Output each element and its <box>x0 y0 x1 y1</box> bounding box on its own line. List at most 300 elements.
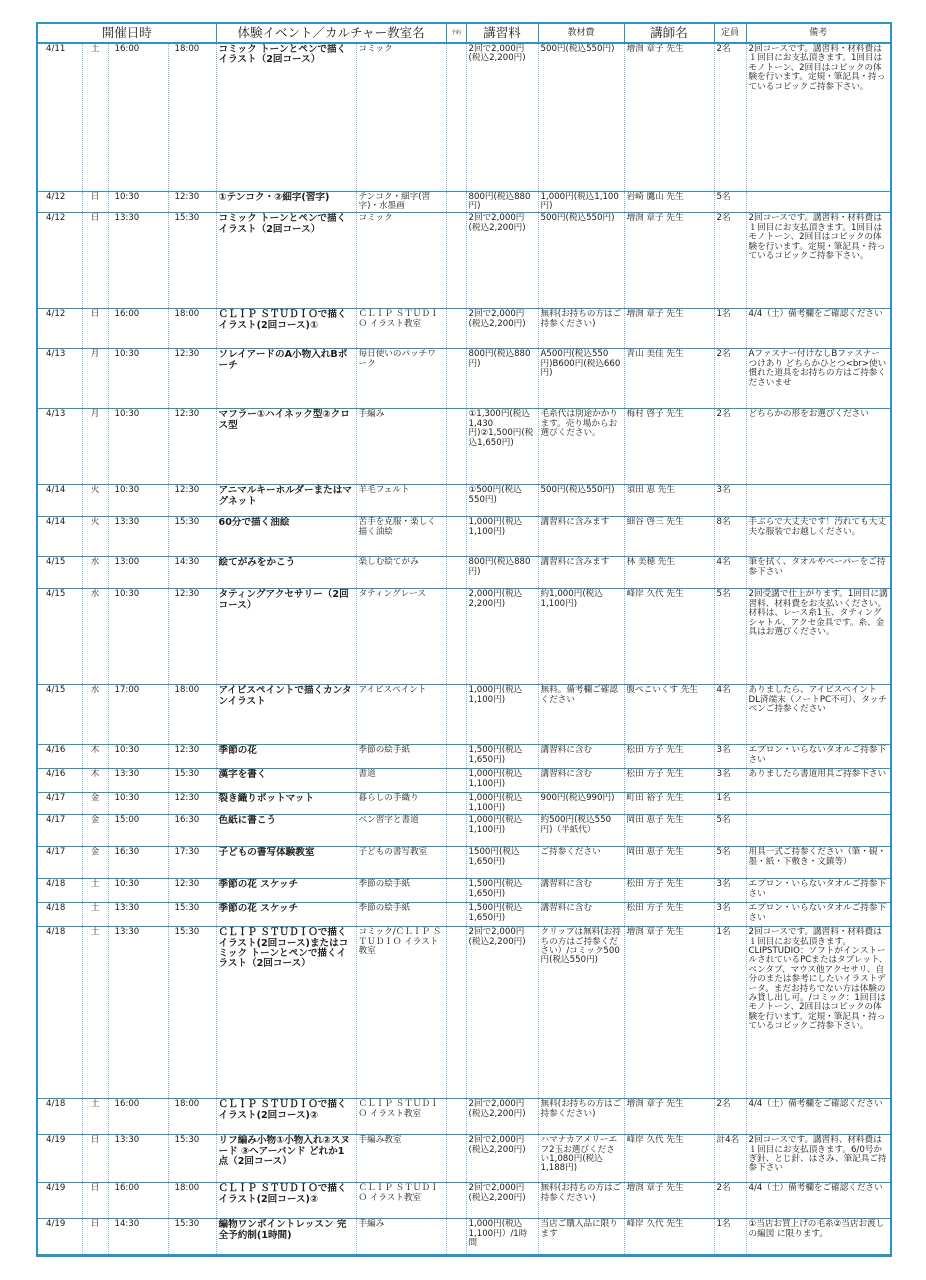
cell-dow: 日 <box>82 1135 108 1183</box>
cell-category: コミック <box>356 213 446 309</box>
cell-event: ①テンコク・②細字(習字) <box>216 191 356 213</box>
cell-fee: 1,500円(税込1,650円) <box>466 879 538 903</box>
cell-end: 12:30 <box>168 349 216 409</box>
cell-teacher: 青山 美佳 先生 <box>624 349 714 409</box>
cell-date: 4/18 <box>38 879 82 903</box>
cell-capacity: 8名 <box>714 517 746 557</box>
cell-date: 4/11 <box>38 43 82 191</box>
cell-notes <box>746 793 890 815</box>
cell-end: 17:30 <box>168 847 216 879</box>
cell-category: コミック <box>356 43 446 191</box>
cell-start: 13:30 <box>108 1135 168 1183</box>
table-row <box>38 1135 890 1183</box>
cell-fee: 2回で2,000円(税込2,200円) <box>466 43 538 191</box>
table-row <box>38 769 890 793</box>
cell-dow: 水 <box>82 557 108 589</box>
cell-empty <box>446 557 466 589</box>
cell-date: 4/19 <box>38 1219 82 1255</box>
cell-empty <box>446 903 466 927</box>
cell-teacher: 梅村 啓子 先生 <box>624 409 714 485</box>
cell-dow: 土 <box>82 927 108 1099</box>
cell-dow: 水 <box>82 589 108 685</box>
cell-notes: エプロン・いらないタオルご持参下さい <box>746 745 890 769</box>
cell-date: 4/12 <box>38 309 82 349</box>
cell-notes: ありましたら書道用具ご持参下さい <box>746 769 890 793</box>
cell-category: コミック/ＣＬＩＰ ＳＴＵＤＩＯ イラスト教室 <box>356 927 446 1099</box>
table-row <box>38 557 890 589</box>
cell-capacity: 3名 <box>714 745 746 769</box>
cell-event: 編物ワンポイントレッスン 完全予約制(1時間) <box>216 1219 356 1255</box>
cell-empty <box>446 485 466 517</box>
cell-capacity: 2名 <box>714 1099 746 1135</box>
table-row <box>38 1219 890 1255</box>
cell-empty <box>446 745 466 769</box>
cell-start: 14:30 <box>108 1219 168 1255</box>
cell-start: 13:30 <box>108 769 168 793</box>
cell-capacity: 2名 <box>714 213 746 309</box>
cell-category: アイビスペイント <box>356 685 446 745</box>
cell-end: 12:30 <box>168 745 216 769</box>
cell-end: 16:30 <box>168 815 216 847</box>
cell-event: 漢字を書く <box>216 769 356 793</box>
cell-fee: 2回で2,000円(税込2,200円) <box>466 1135 538 1183</box>
cell-start: 10:30 <box>108 485 168 517</box>
cell-end: 18:00 <box>168 1183 216 1219</box>
cell-start: 17:00 <box>108 685 168 745</box>
cell-dow: 土 <box>82 879 108 903</box>
cell-capacity: 4名 <box>714 685 746 745</box>
cell-empty <box>446 517 466 557</box>
cell-start: 16:30 <box>108 847 168 879</box>
cell-notes: 筆を拭く、タオルやペーパーをご持参下さい <box>746 557 890 589</box>
cell-teacher: 増渕 章子 先生 <box>624 213 714 309</box>
cell-capacity: 2名 <box>714 43 746 191</box>
cell-material: 講習料に含みます <box>538 517 624 557</box>
cell-notes: 2回コースです。講習料・材料費は１回目にお支払頂きます。1回目はモノトーン、2回目はコピックの体験を行います。定規・筆記具・持っているコピックご持参下さい。 <box>746 43 890 191</box>
table-row <box>38 847 890 879</box>
cell-empty <box>446 685 466 745</box>
cell-capacity: 4名 <box>714 557 746 589</box>
cell-teacher: 松田 方子 先生 <box>624 903 714 927</box>
table-row <box>38 517 890 557</box>
cell-category: ＣＬＩＰ ＳＴＵＤＩＯ イラスト教室 <box>356 1099 446 1135</box>
cell-empty <box>446 191 466 213</box>
cell-fee: 2,000円(税込2,200円) <box>466 589 538 685</box>
cell-dow: 月 <box>82 409 108 485</box>
cell-empty <box>446 927 466 1099</box>
cell-end: 18:00 <box>168 1099 216 1135</box>
cell-end: 15:30 <box>168 213 216 309</box>
cell-start: 13:30 <box>108 517 168 557</box>
cell-capacity: 2名 <box>714 349 746 409</box>
table-row <box>38 815 890 847</box>
cell-end: 15:30 <box>168 517 216 557</box>
cell-end: 12:30 <box>168 793 216 815</box>
table-row <box>38 903 890 927</box>
cell-event: ソレイアードのA小物入れBポーチ <box>216 349 356 409</box>
cell-start: 16:00 <box>108 1183 168 1219</box>
cell-end: 12:30 <box>168 191 216 213</box>
cell-capacity: 1名 <box>714 309 746 349</box>
cell-event: コミック トーンとペンで描くイラスト（2回コース） <box>216 43 356 191</box>
cell-category: テンコク・細字(習字)・水墨画 <box>356 191 446 213</box>
header-fee: 講習料 <box>466 24 538 43</box>
cell-notes <box>746 815 890 847</box>
schedule-sheet <box>36 22 892 1257</box>
cell-teacher: 須田 恵 先生 <box>624 485 714 517</box>
cell-teacher: 岡田 恵子 先生 <box>624 815 714 847</box>
cell-event: ＣＬＩＰ ＳＴＵＤＩＯで描くイラスト(2回コース)① <box>216 309 356 349</box>
table-row <box>38 349 890 409</box>
cell-material: 500円(税込550円) <box>538 485 624 517</box>
cell-event: 絵てがみをかこう <box>216 557 356 589</box>
cell-material: 1,000円(税込1,100円) <box>538 191 624 213</box>
cell-category: 書道 <box>356 769 446 793</box>
cell-event: 季節の花 <box>216 745 356 769</box>
cell-empty <box>446 1135 466 1183</box>
cell-event: タティングアクセサリー（2回コース） <box>216 589 356 685</box>
cell-material: 500円(税込550円) <box>538 43 624 191</box>
cell-material: 無料(お持ちの方はご持参ください) <box>538 309 624 349</box>
cell-material: 毛糸代は別途かかります。売り場からお選びください。 <box>538 409 624 485</box>
cell-capacity: 1名 <box>714 1219 746 1255</box>
cell-capacity: 2名 <box>714 1183 746 1219</box>
header-event: 体験イベント／カルチャー教室名 <box>216 24 446 43</box>
cell-material: 講習料に含む <box>538 745 624 769</box>
cell-teacher: 松田 方子 先生 <box>624 769 714 793</box>
cell-dow: 日 <box>82 1183 108 1219</box>
cell-teacher: 細谷 啓三 先生 <box>624 517 714 557</box>
cell-fee: ①1,300円(税込1,430円)②1,500円(税込1,650円) <box>466 409 538 485</box>
cell-date: 4/16 <box>38 769 82 793</box>
cell-notes <box>746 485 890 517</box>
cell-event: ＣＬＩＰ ＳＴＵＤＩＯで描くイラスト(2回コース)② <box>216 1099 356 1135</box>
cell-event: 裂き織りポットマット <box>216 793 356 815</box>
cell-capacity: 3名 <box>714 903 746 927</box>
cell-material: クリップは無料(お持ちの方はご持参ください）/コミック500円(税込550円) <box>538 927 624 1099</box>
cell-notes: ①当店お買上げの毛糸②当店お渡しの編図 に限ります。 <box>746 1219 890 1255</box>
cell-end: 14:30 <box>168 557 216 589</box>
cell-dow: 火 <box>82 485 108 517</box>
cell-material: 約1,000円(税込1,100円) <box>538 589 624 685</box>
cell-notes: Aファスナー付けなしBファスナーつけあり どちらかひとつ<br>使い慣れた道具をお持ちの方はご持参くださいませ <box>746 349 890 409</box>
cell-event: アイビスペイントで描くカンタンイラスト <box>216 685 356 745</box>
cell-capacity: 3名 <box>714 485 746 517</box>
cell-empty <box>446 213 466 309</box>
cell-empty <box>446 1099 466 1135</box>
cell-category: 手編み <box>356 409 446 485</box>
cell-category: 手編み <box>356 1219 446 1255</box>
table-row <box>38 1183 890 1219</box>
cell-capacity: 5名 <box>714 815 746 847</box>
cell-capacity: 3名 <box>714 879 746 903</box>
cell-date: 4/15 <box>38 557 82 589</box>
cell-capacity: 1名 <box>714 793 746 815</box>
cell-teacher: 峰岸 久代 先生 <box>624 1219 714 1255</box>
cell-notes: エプロン・いらないタオルご持参下さい <box>746 903 890 927</box>
cell-fee: 1,000円(税込1,100円) <box>466 769 538 793</box>
cell-fee: 2回で2,000円(税込2,200円) <box>466 213 538 309</box>
cell-end: 15:30 <box>168 903 216 927</box>
cell-teacher: 松田 方子 先生 <box>624 745 714 769</box>
cell-start: 10:30 <box>108 409 168 485</box>
cell-dow: 土 <box>82 43 108 191</box>
cell-date: 4/18 <box>38 1099 82 1135</box>
table-row <box>38 213 890 309</box>
cell-date: 4/12 <box>38 191 82 213</box>
cell-material: 500円(税込550円) <box>538 213 624 309</box>
header-mini: 予約 <box>446 24 466 43</box>
cell-capacity: 計4名 <box>714 1135 746 1183</box>
cell-teacher: 松田 方子 先生 <box>624 879 714 903</box>
cell-date: 4/12 <box>38 213 82 309</box>
schedule-table <box>38 24 890 1255</box>
cell-start: 16:00 <box>108 1099 168 1135</box>
table-row <box>38 485 890 517</box>
cell-date: 4/14 <box>38 485 82 517</box>
cell-category: タティングレース <box>356 589 446 685</box>
cell-dow: 日 <box>82 213 108 309</box>
cell-fee: 2回で2,000円(税込2,200円) <box>466 1183 538 1219</box>
cell-teacher: 林 美穂 先生 <box>624 557 714 589</box>
cell-fee: 800円(税込880円) <box>466 191 538 213</box>
cell-event: リフ編み小物①小物入れ②スヌード ③ヘアーバンド どれか1点（2回コース） <box>216 1135 356 1183</box>
cell-fee: 1,000円(税込1,100円) <box>466 685 538 745</box>
cell-end: 12:30 <box>168 485 216 517</box>
cell-dow: 金 <box>82 847 108 879</box>
cell-end: 18:00 <box>168 309 216 349</box>
cell-empty <box>446 879 466 903</box>
cell-dow: 木 <box>82 769 108 793</box>
cell-category: ＣＬＩＰ ＳＴＵＤＩＯ イラスト教室 <box>356 309 446 349</box>
cell-notes: 用具一式ご持参ください（筆・硯・墨・紙・下敷き・文鎮等） <box>746 847 890 879</box>
cell-fee: 2回で2,000円(税込2,200円) <box>466 1099 538 1135</box>
cell-notes: 2回コースです。講習料・材料費は１回目にお支払頂きます。1回目はモノトーン、2回目はコピックの体験を行います。定規・筆記具・持っているコピックご持参下さい。 <box>746 213 890 309</box>
cell-start: 13:30 <box>108 903 168 927</box>
cell-start: 10:30 <box>108 793 168 815</box>
cell-date: 4/15 <box>38 685 82 745</box>
cell-start: 16:00 <box>108 309 168 349</box>
cell-material: 約500円(税込550円)（半紙代） <box>538 815 624 847</box>
cell-material: 講習料に含む <box>538 903 624 927</box>
cell-capacity: 3名 <box>714 769 746 793</box>
cell-empty <box>446 1219 466 1255</box>
cell-notes: 2回受講で仕上がります。1回目に講習料、材料費をお支払いください。材料は、レース糸1玉、タティングシャトル、アクセ金具です。糸、金具はお選びください。 <box>746 589 890 685</box>
cell-date: 4/18 <box>38 927 82 1099</box>
cell-date: 4/17 <box>38 793 82 815</box>
table-row <box>38 1099 890 1135</box>
cell-teacher: 町田 裕子 先生 <box>624 793 714 815</box>
cell-start: 10:30 <box>108 745 168 769</box>
cell-teacher: 岩崎 鷹山 先生 <box>624 191 714 213</box>
cell-notes: 4/4（土）備考欄をご確認ください <box>746 1099 890 1135</box>
cell-dow: 水 <box>82 685 108 745</box>
cell-start: 10:30 <box>108 879 168 903</box>
cell-event: 色紙に書こう <box>216 815 356 847</box>
cell-fee: 1,000円(税込1,100円) <box>466 793 538 815</box>
cell-fee: 800円(税込880円) <box>466 557 538 589</box>
cell-start: 13:30 <box>108 927 168 1099</box>
cell-category: 毎日使いのパッチワーク <box>356 349 446 409</box>
cell-fee: ①500円(税込550円) <box>466 485 538 517</box>
cell-end: 12:30 <box>168 589 216 685</box>
cell-notes: ありましたら、アイビスペイントDL済端末（ノートPC不可）、タッチペンご持参ください <box>746 685 890 745</box>
cell-material: ご持参ください <box>538 847 624 879</box>
header-datetime: 開催日時 <box>38 24 216 43</box>
cell-dow: 金 <box>82 815 108 847</box>
cell-material: 無料(お持ちの方はご持参ください) <box>538 1183 624 1219</box>
cell-notes: どちらかの形をお選びください <box>746 409 890 485</box>
cell-material: ハマナカアメリーエフ2玉お選びください1,080円(税込1,188円) <box>538 1135 624 1183</box>
cell-teacher: 岡田 恵子 先生 <box>624 847 714 879</box>
cell-event: ＣＬＩＰ ＳＴＵＤＩＯで描くイラスト(2回コース)またはコミック トーンとペンで描くイラスト（2回コース） <box>216 927 356 1099</box>
cell-capacity: 5名 <box>714 191 746 213</box>
cell-event: マフラー①ハイネック型②クロス型 <box>216 409 356 485</box>
cell-start: 13:30 <box>108 213 168 309</box>
header-capacity: 定員 <box>714 24 746 43</box>
cell-category: 季節の絵手紙 <box>356 879 446 903</box>
table-row <box>38 927 890 1099</box>
cell-teacher: 増渕 章子 先生 <box>624 43 714 191</box>
cell-material: 講習料に含む <box>538 879 624 903</box>
header-material: 教材費 <box>538 24 624 43</box>
cell-category: 暮らしの手織り <box>356 793 446 815</box>
cell-empty <box>446 409 466 485</box>
cell-empty <box>446 43 466 191</box>
cell-end: 15:30 <box>168 1219 216 1255</box>
cell-fee: 1,000円(税込1,100円) <box>466 815 538 847</box>
cell-material: 無料(お持ちの方はご持参ください) <box>538 1099 624 1135</box>
cell-dow: 土 <box>82 1099 108 1135</box>
cell-end: 15:30 <box>168 1135 216 1183</box>
cell-event: ＣＬＩＰ ＳＴＵＤＩＯで描くイラスト(2回コース)② <box>216 1183 356 1219</box>
cell-fee: 1,000円(税込1,100円）/1時間 <box>466 1219 538 1255</box>
cell-empty <box>446 793 466 815</box>
cell-dow: 木 <box>82 745 108 769</box>
cell-end: 12:30 <box>168 409 216 485</box>
cell-date: 4/17 <box>38 815 82 847</box>
cell-empty <box>446 847 466 879</box>
cell-notes: エプロン・いらないタオルご持参下さい <box>746 879 890 903</box>
cell-event: アニマルキーホルダーまたはマグネット <box>216 485 356 517</box>
cell-material: 講習料に含む <box>538 769 624 793</box>
cell-start: 10:30 <box>108 191 168 213</box>
cell-capacity: 5名 <box>714 589 746 685</box>
cell-category: ＣＬＩＰ ＳＴＵＤＩＯ イラスト教室 <box>356 1183 446 1219</box>
cell-dow: 月 <box>82 349 108 409</box>
cell-end: 15:30 <box>168 927 216 1099</box>
cell-fee: 2回で2,000円(税込2,200円) <box>466 309 538 349</box>
cell-event: 60分で描く油絵 <box>216 517 356 557</box>
cell-fee: 1500円(税込1,650円) <box>466 847 538 879</box>
table-row <box>38 589 890 685</box>
cell-material: 900円(税込990円) <box>538 793 624 815</box>
cell-date: 4/19 <box>38 1183 82 1219</box>
cell-capacity: 5名 <box>714 847 746 879</box>
table-row <box>38 685 890 745</box>
cell-date: 4/13 <box>38 409 82 485</box>
cell-date: 4/17 <box>38 847 82 879</box>
cell-category: 季節の絵手紙 <box>356 745 446 769</box>
cell-start: 15:00 <box>108 815 168 847</box>
cell-end: 18:00 <box>168 43 216 191</box>
cell-start: 16:00 <box>108 43 168 191</box>
cell-category: 子どもの書写教室 <box>356 847 446 879</box>
cell-dow: 日 <box>82 191 108 213</box>
cell-start: 10:30 <box>108 589 168 685</box>
cell-material: 当店ご購入品に限ります <box>538 1219 624 1255</box>
cell-teacher: 峰岸 久代 先生 <box>624 1135 714 1183</box>
cell-dow: 日 <box>82 1219 108 1255</box>
cell-fee: 1,500円(税込1,650円) <box>466 903 538 927</box>
cell-category: ペン習字と書道 <box>356 815 446 847</box>
cell-fee: 2回で2,000円(税込2,200円) <box>466 927 538 1099</box>
cell-capacity: 1名 <box>714 927 746 1099</box>
cell-fee: 1,000円(税込1,100円) <box>466 517 538 557</box>
cell-empty <box>446 815 466 847</box>
table-row <box>38 309 890 349</box>
cell-fee: 800円(税込880円) <box>466 349 538 409</box>
cell-notes: 2回コースです。講習料、材料費は１回目にお支払頂きます。6/0号かぎ針、とじ針、はさみ、筆記具ご持参下さい <box>746 1135 890 1183</box>
cell-teacher: 増渕 章子 先生 <box>624 1183 714 1219</box>
cell-start: 13:00 <box>108 557 168 589</box>
cell-dow: 日 <box>82 309 108 349</box>
cell-category: 手編み教室 <box>356 1135 446 1183</box>
cell-event: コミック トーンとペンで描くイラスト（2回コース） <box>216 213 356 309</box>
cell-event: 子どもの書写体験教室 <box>216 847 356 879</box>
cell-start: 10:30 <box>108 349 168 409</box>
cell-notes: 4/4（土）備考欄をご確認ください <box>746 1183 890 1219</box>
cell-date: 4/13 <box>38 349 82 409</box>
table-row <box>38 745 890 769</box>
cell-date: 4/19 <box>38 1135 82 1183</box>
cell-category: 季節の絵手紙 <box>356 903 446 927</box>
cell-dow: 土 <box>82 903 108 927</box>
cell-empty <box>446 589 466 685</box>
cell-material: 無料。備考欄ご確認ください <box>538 685 624 745</box>
cell-date: 4/18 <box>38 903 82 927</box>
cell-dow: 火 <box>82 517 108 557</box>
cell-category: 羊毛フェルト <box>356 485 446 517</box>
table-row <box>38 879 890 903</box>
cell-material: A500円(税込550円)B600円(税込660円) <box>538 349 624 409</box>
cell-empty <box>446 349 466 409</box>
cell-empty <box>446 1183 466 1219</box>
cell-empty <box>446 769 466 793</box>
cell-teacher: 増渕 章子 先生 <box>624 309 714 349</box>
cell-fee: 1,500円(税込1,650円) <box>466 745 538 769</box>
cell-event: 季節の花 スケッチ <box>216 903 356 927</box>
table-row <box>38 409 890 485</box>
cell-material: 講習料に含みます <box>538 557 624 589</box>
cell-notes: 2回コースです。講習料・材料費は１回目にお支払頂きます。CLIPSTUDIO：ソフトがインストールされているPCまたはタブレット、ペンタブ、マウス他アクセサリ、自分のまたは参考にしたいイラストデータ。まだお持ちでない方は体験のみ貸し出し可。/コミック：1回目はモノトーン、2回目はコピックの体験を行います。定規・筆記具・持っているコピックご持参下さい。 <box>746 927 890 1099</box>
table-row <box>38 793 890 815</box>
cell-notes: 4/4（土）備考欄をご確認ください <box>746 309 890 349</box>
cell-notes: 手ぶらで大丈夫です！汚れても大丈夫な服装でお越しください。 <box>746 517 890 557</box>
cell-date: 4/15 <box>38 589 82 685</box>
cell-end: 15:30 <box>168 769 216 793</box>
cell-teacher: 増渕 章子 先生 <box>624 1099 714 1135</box>
cell-end: 18:00 <box>168 685 216 745</box>
cell-end: 12:30 <box>168 879 216 903</box>
header-teacher: 講師名 <box>624 24 714 43</box>
cell-teacher: 峰岸 久代 先生 <box>624 589 714 685</box>
header-notes: 備考 <box>746 24 890 43</box>
header-row <box>38 24 890 43</box>
cell-date: 4/16 <box>38 745 82 769</box>
cell-dow: 金 <box>82 793 108 815</box>
cell-notes <box>746 191 890 213</box>
